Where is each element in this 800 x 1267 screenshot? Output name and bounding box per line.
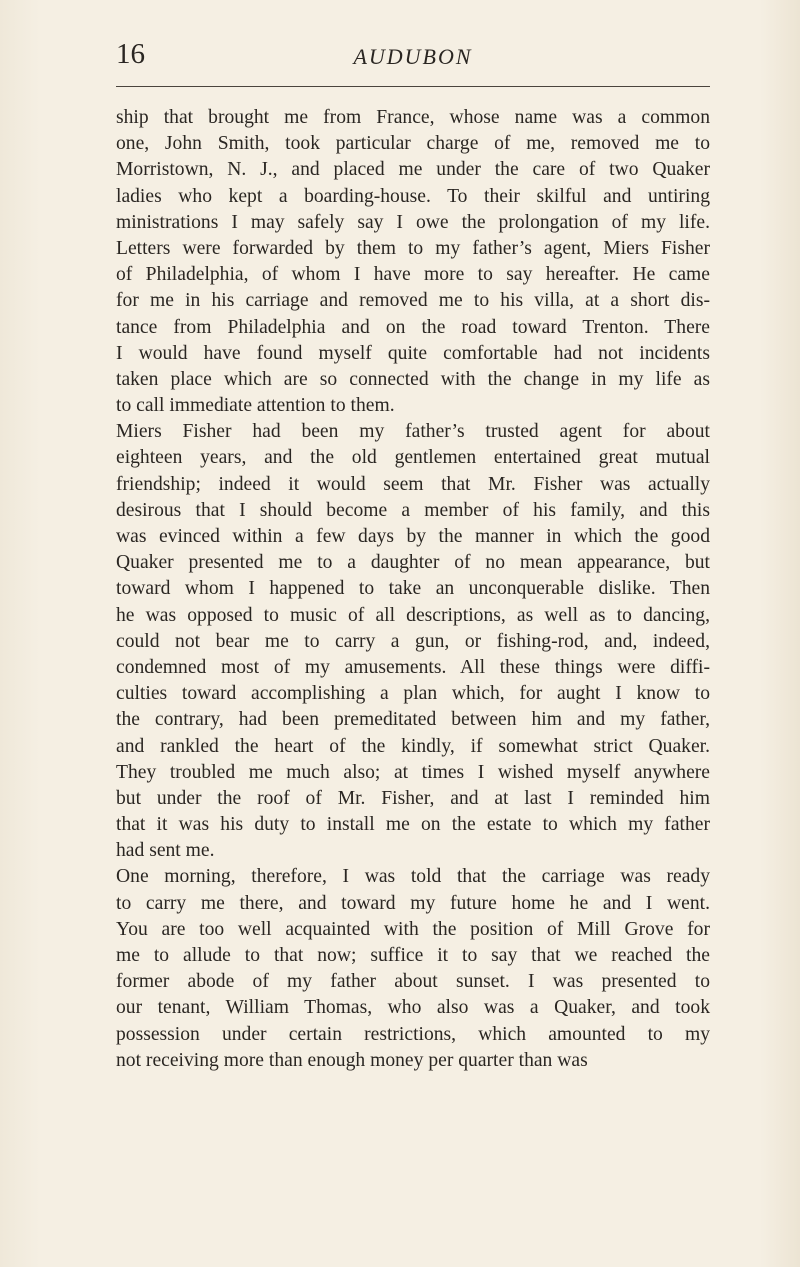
text-line: could not bear me to carry a gun, or fishing-rod, and, indeed, [116,630,710,652]
text-line: Morristown, N. J., and placed me under the care of two Quaker [116,159,710,181]
text-line: of Philadelphia, of whom I have more to say hereafter. He came [116,264,710,286]
text-line: not receiving more than enough money per quarter than was [116,1049,588,1071]
text-line: toward whom I happened to take an unconquerable dislike. Then [116,578,710,600]
text-line: me to allude to that now; suffice it to say that we reached the [116,945,710,966]
text-line: had sent me. [116,840,215,862]
text-line: friendship; indeed it would seem that Mr. Fisher was actually [116,473,710,495]
text-line: They troubled me much also; at times I wished myself anywhere [116,761,710,783]
text-line: condemned most of my amusements. All these things were diffi- [116,656,710,678]
body-text [116,105,710,1074]
text-line: Miers Fisher had been my father’s trusted agent for about [116,421,710,443]
text-line: to call immediate attention to them. [116,395,395,417]
text-line: for me in his carriage and removed me to his villa, at a short dis- [116,290,710,312]
text-line: to carry me there, and toward my future home he and I went. [116,892,710,914]
text-line: that it was his duty to install me on the estate to which my father [116,814,710,836]
header-rule [116,86,710,87]
text-line: culties toward accomplishing a plan which, for aught I know to [116,683,710,705]
text-line: former abode of my father about sunset. I was presented to [116,971,710,993]
text-line: possession under certain restrictions, which amounted to my [116,1023,710,1045]
text-line: was evinced within a few days by the manner in which the good [116,526,710,547]
text-line: but under the roof of Mr. Fisher, and at last I reminded him [116,787,710,809]
text-line: You are too well acquainted with the position of Mill Grove for [116,918,710,940]
page-number: 16 [116,38,145,70]
text-line: tance from Philadelphia and on the road toward Trenton. There [116,316,710,338]
text-line: desirous that I should become a member of his family, and this [116,499,710,521]
text-line: taken place which are so connected with the change in my life as [116,368,710,390]
text-line: eighteen years, and the old gentlemen entertained great mutual [116,447,710,469]
text-line: our tenant, William Thomas, who also was a Quaker, and took [116,997,710,1019]
text-line: Letters were forwarded by them to my father’s agent, Miers Fisher [116,237,710,259]
text-line: ship that brought me from France, whose name was a common [116,107,710,128]
text-line: and rankled the heart of the kindly, if somewhat strict Quaker. [116,735,710,757]
text-line: Quaker presented me to a daughter of no mean appearance, but [116,552,710,574]
text-line: I would have found myself quite comfortable had not incidents [116,342,710,364]
text-line: ladies who kept a boarding-house. To their skilful and untiring [116,185,710,207]
text-line: ministrations I may safely say I owe the prolongation of my life. [116,211,710,233]
running-title: AUDUBON [353,44,473,69]
text-line: he was opposed to music of all descriptions, as well as to dancing, [116,604,710,626]
page-header [116,38,710,74]
text-line: One morning, therefore, I was told that the carriage was ready [116,866,710,888]
text-line: one, John Smith, took particular charge of me, removed me to [116,133,710,155]
text-line: the contrary, had been premeditated between him and my father, [116,709,710,731]
